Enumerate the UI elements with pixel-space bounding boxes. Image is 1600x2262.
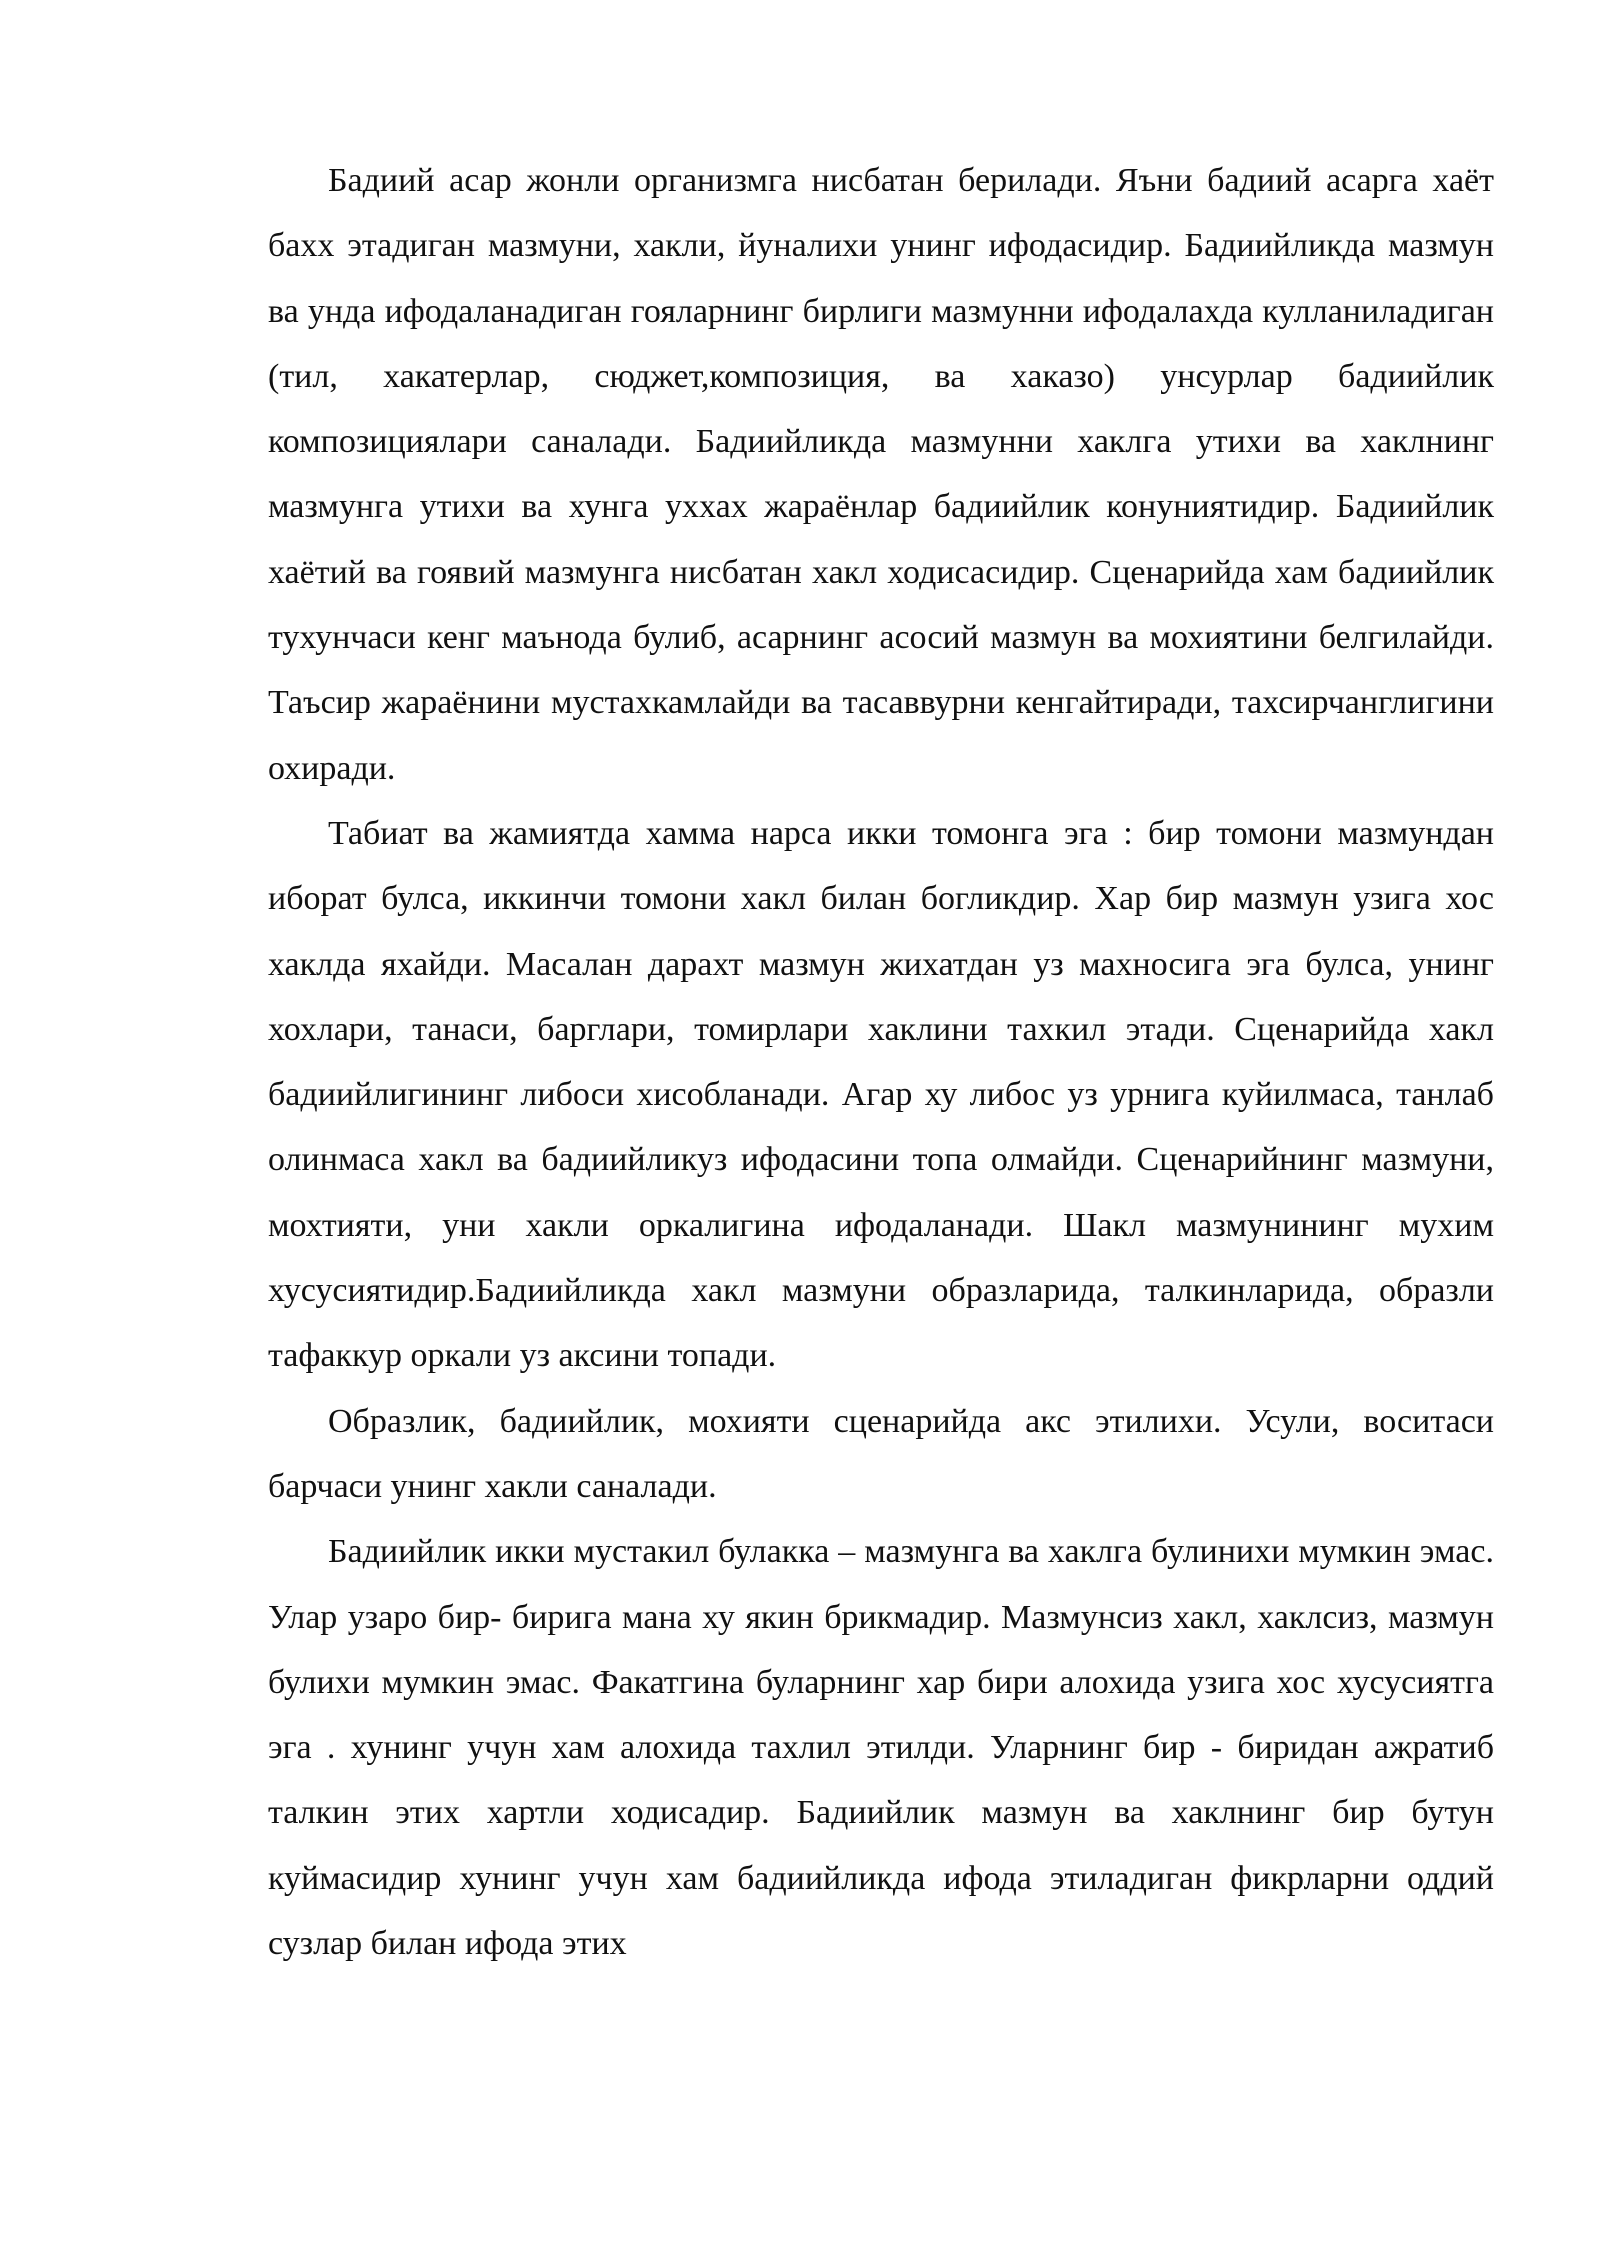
paragraph-2: Табиат ва жамиятда хамма нарса икки томонга эга : бир томони мазмундан иборат булса, иккинчи томони хакл билан богликдир. Хар бир мазмун узига хос хаклда яхайди. Масалан дарахт мазмун жихатдан уз махносига эга булса, унинг хохлари, танаси, барглари, томирлари хаклини тахкил этади. Сценарийда хакл бадиийлигининг либоси хисобланади. Агар ху либос уз урнига куйилмаса, танлаб олинмаса хакл ва бадиийликуз ифодасини топа олмайди. Сценарийнинг мазмуни, мохтияти, уни хакли оркалигина ифодаланади. Шакл мазмунининг мухим хусусиятидир.Бадиийликда хакл мазмуни образларида, талкинларида, образли тафаккур оркали уз аксини топади. <box>268 814 1494 1375</box>
paragraph-3: Образлик, бадиийлик, мохияти сценарийда акс этилихи. Усули, воситаси барчаси унинг хакли саналади. <box>268 1402 1494 1505</box>
paragraph-4: Бадиийлик икки мустакил булакка – мазмунга ва хаклга булинихи мумкин эмас. Улар узаро бир- бирига мана ху якин брикмадир. Мазмунсиз хакл, хаклсиз, мазмун булихи мумкин эмас. Факатгина буларнинг хар бири алохида узига хос хусусиятга эга . хунинг учун хам алохида тахлил этилди. Уларнинг бир - биридан ажратиб талкин этих хартли ходисадир. Бадиийлик мазмун ва хаклнинг бир бутун куймасидир хунинг учун хам бадиийликда ифода этиладиган фикрларни оддий сузлар билан ифода этих <box>268 1533 1494 1963</box>
document-body <box>268 148 1494 1976</box>
paragraph-1: Бадиий асар жонли организмга нисбатан берилади. Яъни бадиий асарга хаёт бахх этадиган мазмуни, хакли, йуналихи унинг ифодасидир. Бадиийликда мазмун ва унда ифодаланадиган гояларнинг бирлиги мазмунни ифодалахда кулланиладиган (тил, хакатерлар, сюджет,композиция, ва хаказо) унсурлар бадиийлик композициялари саналади. Бадиийликда мазмунни хаклга утихи ва хаклнинг мазмунга утихи ва хунга уххах жараёнлар бадиийлик конуниятидир. Бадиийлик хаётий ва гоявий мазмунга нисбатан хакл ходисасидир. Сценарийда хам бадиийлик тухунчаси кенг маънода булиб, асарнинг асосий мазмун ва мохиятини белгилайди. Таъсир жараёнини мустахкамлайди ва тасаввурни кенгайтиради, тахсирчанглигини охиради. <box>268 162 1494 787</box>
